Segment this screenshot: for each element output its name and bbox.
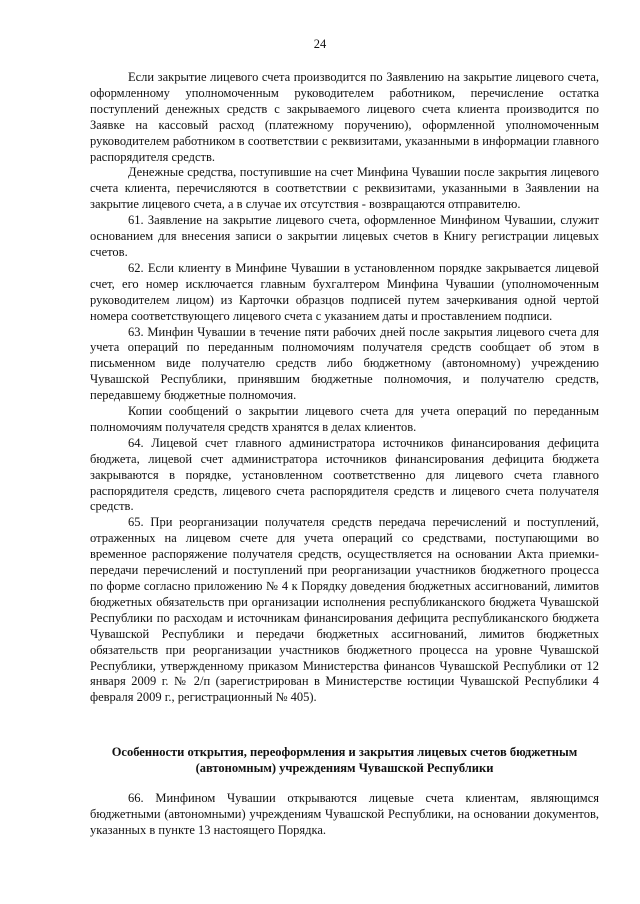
paragraph-funds-after-closing: Денежные средства, поступившие на счет Минфина Чувашии после закрытия лицевого счета клиента, перечисляются в соответствии с реквизитами, указанными в Заявлении на закрытие лицевого счета, а в случае их отсутствия - возвращаются отправителю. xyxy=(90,165,599,212)
section-heading: Особенности открытия, переоформления и закрытия лицевых счетов бюджетным (автономным) учреждениям Чувашской Республики xyxy=(111,745,578,775)
paragraph-65: 65. При реорганизации получателя средств передача перечислений и поступлений, отраженных на лицевом счете для учета операций со средствами, поступающими во временное распоряжение получателя средств, осуществляется на основании Акта приемки-передачи перечислений и поступлений при реорганизации участников бюджетного процесса по форме согласно приложению № 4 к Порядку доведения бюджетных ассигнований, лимитов бюджетных обязательств при организации исполнения республиканского бюджета Чувашской Республики по расходам и источникам финансирования дефицита республиканского бюджета Чувашской Республики и передачи бюджетных ассигнований, лимитов бюджетных обязательств при реорганизации участников бюджетного процесса на уровне Чувашской Республики, утвержденному приказом Министерства финансов Чувашской Республики от 12 января 2009 г. № 2/п (зарегистрирован в Министерстве юстиции Чувашской Республики 4 февраля 2009 г., регистрационный № 405). xyxy=(90,515,599,705)
paragraph-closing-transfer: Если закрытие лицевого счета производится по Заявлению на закрытие лицевого счета, оформленному уполномоченным руководителем работником, перечисление остатка поступлений денежных средств с закрываемого лицевого счета клиента производится по Заявке на кассовый расход (платежному поручению), оформленной уполномоченным руководителем работником в соответствии с реквизитами, указанными в информации главного распорядителя средств. xyxy=(90,70,599,164)
paragraph-62: 62. Если клиенту в Минфине Чувашии в установленном порядке закрывается лицевой счет, его номер исключается главным бухгалтером Минфина Чувашии (уполномоченным руководителем лицом) из Карточки образцов подписей путем зачеркивания одной чертой номера соответствующего лицевого счета с указанием даты и проставлением подписи. xyxy=(90,260,599,323)
paragraph-66: 66. Минфином Чувашии открываются лицевые счета клиентам, являющимся бюджетными (автономными) учреждениям Чувашской Республики, на основании документов, указанных в пункте 13 настоящего Порядка. xyxy=(90,791,599,837)
paragraph-61: 61. Заявление на закрытие лицевого счета, оформленное Минфином Чувашии, служит основанием для внесения записи о закрытии лицевых счетов в Книгу регистрации лицевых счетов. xyxy=(90,213,599,259)
section-body xyxy=(90,791,599,839)
paragraph-copies: Копии сообщений о закрытии лицевого счета для учета операций по переданным полномочиям получателя средств хранятся в делах клиентов. xyxy=(90,404,599,434)
page-number: 24 xyxy=(313,37,327,51)
paragraph-63: 63. Минфин Чувашии в течение пяти рабочих дней после закрытия лицевого счета для учета операций по переданным полномочиям получателя средств сообщает об этом в письменном виде получателю средств либо бюджетному (автономному) учреждению Чувашской Республики, принявшим бюджетные полномочия, и получателю средств, передавшему бюджетные полномочия. xyxy=(90,324,599,403)
document-body xyxy=(90,70,599,706)
paragraph-64: 64. Лицевой счет главного администратора источников финансирования дефицита бюджета, лицевой счет администратора источников финансирования дефицита бюджета закрываются в порядке, установленном соответственно для лицевого счета главного распорядителя средств, лицевого счета распорядителя средств и лицевого счета получателя средств. xyxy=(90,435,599,514)
